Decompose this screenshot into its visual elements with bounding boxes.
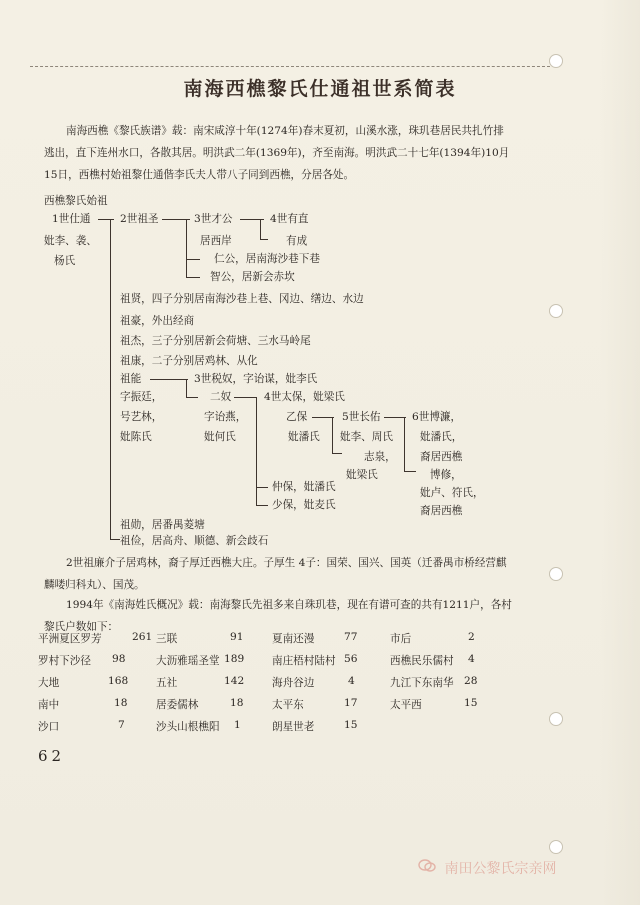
tree-branch bbox=[256, 397, 257, 505]
village-name: 太平东 bbox=[272, 699, 304, 711]
binding-hole bbox=[549, 304, 563, 318]
village-name: 朗星世老 bbox=[272, 721, 315, 733]
tree-branch bbox=[186, 379, 187, 397]
gen5-zhiquan-wife: 妣梁氏 bbox=[346, 469, 378, 481]
page-number: 62 bbox=[38, 747, 66, 765]
household-count: 261 bbox=[132, 631, 153, 643]
household-count: 15 bbox=[464, 697, 478, 709]
tree-connector bbox=[150, 379, 188, 380]
tree-branch bbox=[260, 219, 261, 239]
gen4-taibao: 4世太保，妣梁氏 bbox=[264, 391, 345, 403]
binding-hole bbox=[549, 712, 563, 726]
household-count: 1 bbox=[234, 719, 241, 731]
tree-connector bbox=[186, 397, 198, 398]
village-name: 夏南还漫 bbox=[272, 633, 315, 645]
gen3-name: 3世才公 bbox=[194, 213, 233, 225]
table-row bbox=[38, 653, 508, 675]
household-count: 56 bbox=[344, 653, 358, 665]
village-name: 海舟谷边 bbox=[272, 677, 315, 689]
village-name: 市后 bbox=[390, 633, 412, 645]
village-name: 罗村下沙径 bbox=[38, 655, 91, 667]
household-count: 77 bbox=[344, 631, 358, 643]
watermark-text: 南田公黎氏宗亲网 bbox=[444, 861, 557, 877]
village-name: 三联 bbox=[156, 633, 178, 645]
gen4-shaobao: 少保，妣麦氏 bbox=[272, 499, 336, 511]
tree-connector bbox=[256, 505, 268, 506]
binding-hole bbox=[549, 567, 563, 581]
gen6-boxiu-wife: 妣卢、符氏， bbox=[420, 487, 484, 499]
household-count: 15 bbox=[344, 719, 358, 731]
household-table bbox=[38, 631, 508, 741]
tree-connector bbox=[404, 471, 416, 472]
page-edge-shadow bbox=[600, 0, 640, 905]
tree-connector bbox=[312, 417, 334, 418]
tree-connector bbox=[110, 539, 120, 540]
tree-trunk bbox=[110, 219, 111, 539]
branch-zujian: 祖俭，居高舟、顺德、新会歧石 bbox=[120, 535, 269, 547]
village-name: 南中 bbox=[38, 699, 60, 711]
tree-connector bbox=[256, 487, 268, 488]
gen3-ernu-detail: 妣何氏 bbox=[204, 431, 236, 443]
gen6-bolian: 6世博濂， bbox=[412, 411, 462, 423]
branch-zhigong: 智公，居新会赤坎 bbox=[210, 271, 295, 283]
branch-zuneng: 祖能 bbox=[120, 373, 142, 385]
gen4-name: 4世有直 bbox=[270, 213, 309, 225]
household-count: 2 bbox=[468, 631, 475, 643]
village-name: 西樵民乐儒村 bbox=[390, 655, 454, 667]
tree-connector bbox=[98, 219, 114, 220]
tree-connector bbox=[186, 259, 200, 260]
household-count: 18 bbox=[114, 697, 128, 709]
village-name: 沙头山根樵阳 bbox=[156, 721, 220, 733]
household-count: 4 bbox=[348, 675, 355, 687]
binding-hole bbox=[549, 54, 563, 68]
household-count: 98 bbox=[112, 653, 126, 665]
gen6-bolian-residence: 裔居西樵 bbox=[420, 451, 463, 463]
household-count: 28 bbox=[464, 675, 478, 687]
gen2-name: 2世祖圣 bbox=[120, 213, 159, 225]
zuneng-detail: 妣陈氏 bbox=[120, 431, 152, 443]
branch-zukang: 祖康，二子分别居鸡林、从化 bbox=[120, 355, 258, 367]
household-count: 189 bbox=[224, 653, 245, 665]
note-zukang-line: 2世祖廉介子居鸡林，裔子厚迁西樵大庄。子厚生 4子：国荣、国兴、国英（迁番禺市桥经营麒麟喽归科丸）、国茂。 bbox=[44, 557, 507, 591]
branch-zujie: 祖杰，三子分别居新会荷塘、三水马岭尾 bbox=[120, 335, 311, 347]
tree-heading: 西樵黎氏始祖 bbox=[44, 195, 108, 207]
village-name: 平洲夏区罗芳 bbox=[38, 633, 102, 645]
page-title: 南海西樵黎氏仕通祖世系简表 bbox=[183, 78, 457, 100]
binding-hole bbox=[549, 840, 563, 854]
village-name: 大地 bbox=[38, 677, 60, 689]
branch-zuhao: 祖豪，外出经商 bbox=[120, 315, 195, 327]
gen6-bolian-wife: 妣潘氏， bbox=[420, 431, 463, 443]
tree-branch bbox=[186, 219, 187, 277]
village-name: 五社 bbox=[156, 677, 178, 689]
household-count: 168 bbox=[108, 675, 129, 687]
gen3-shuinu: 3世税奴，字诒谋，妣李氏 bbox=[194, 373, 318, 385]
gen1-name: 1世仕通 bbox=[52, 213, 91, 225]
village-name: 南庄梧村陆村 bbox=[272, 655, 336, 667]
table-row bbox=[38, 675, 508, 697]
gen4-yibao: 乙保 bbox=[286, 411, 308, 423]
table-row bbox=[38, 719, 508, 741]
branch-zuxian: 祖贤，四子分别居南海沙巷上巷、冈边、缮边、水边 bbox=[120, 293, 364, 305]
branch-zuxun: 祖勋，居番禺菱塘 bbox=[120, 519, 205, 531]
household-count: 4 bbox=[468, 653, 475, 665]
table-row bbox=[38, 697, 508, 719]
branch-rengong: 仁公，居南海沙巷下巷 bbox=[214, 253, 320, 265]
gen3-ernu-detail: 字诒燕， bbox=[204, 411, 247, 423]
tree-connector bbox=[384, 417, 406, 418]
gen3-ernu: 二奴 bbox=[210, 391, 232, 403]
tree-connector bbox=[234, 397, 256, 398]
gen4-sibling: 有成 bbox=[286, 235, 308, 247]
village-name: 大沥雅瑶圣堂 bbox=[156, 655, 220, 667]
village-name: 居委儒林 bbox=[156, 699, 199, 711]
household-count: 17 bbox=[344, 697, 358, 709]
gen6-boxiu: 博修， bbox=[430, 469, 462, 481]
top-rule bbox=[30, 66, 550, 67]
tree-connector bbox=[260, 239, 268, 240]
village-name: 九江下东南华 bbox=[390, 677, 454, 689]
household-count: 91 bbox=[230, 631, 244, 643]
gen5-changyou-wife: 妣李、周氏 bbox=[340, 431, 393, 443]
gen4-zhongbao: 仲保，妣潘氏 bbox=[272, 481, 336, 493]
zuneng-detail: 字振廷， bbox=[120, 391, 163, 403]
gen4-yibao-wife: 妣潘氏 bbox=[288, 431, 320, 443]
tree-connector bbox=[332, 453, 342, 454]
household-count: 7 bbox=[118, 719, 125, 731]
gen6-boxiu-residence: 裔居西樵 bbox=[420, 505, 463, 517]
gen5-zhiquan: 志泉， bbox=[364, 451, 396, 463]
source-watermark bbox=[418, 858, 556, 878]
gen1-wives: 杨氏 bbox=[54, 255, 76, 267]
gen5-changyou: 5世长佑 bbox=[342, 411, 381, 423]
gen3-residence: 居西岸 bbox=[200, 235, 232, 247]
tree-connector bbox=[186, 277, 200, 278]
zuneng-detail: 号艺林， bbox=[120, 411, 163, 423]
household-count: 142 bbox=[224, 675, 245, 687]
tree-branch bbox=[332, 417, 333, 453]
household-count: 18 bbox=[230, 697, 244, 709]
gen1-wives: 妣李、袭、 bbox=[44, 235, 97, 247]
tree-branch bbox=[404, 417, 405, 471]
village-name: 沙口 bbox=[38, 721, 60, 733]
village-name: 太平西 bbox=[390, 699, 422, 711]
intro-paragraph: 南海西樵《黎氏族谱》载：南宋咸淳十年(1274年)春末夏初，山溪水涨，珠玑巷居民共扎竹排逃出，直下连州水口，各散其居。明洪武二年(1369年)，齐至南海。明洪武二十七年(1394年)10月15日，西樵村始祖黎仕通偕李氏夫人带八子同到西樵，分居各处。 bbox=[44, 125, 510, 181]
note-population: 1994年《南海姓氏概况》载：南海黎氏先祖多来自珠玑巷，现在有谱可查的共有1211户，各村黎氏户数如下： bbox=[44, 599, 512, 633]
chat-bubble-icon bbox=[418, 859, 436, 877]
table-row bbox=[38, 631, 508, 653]
